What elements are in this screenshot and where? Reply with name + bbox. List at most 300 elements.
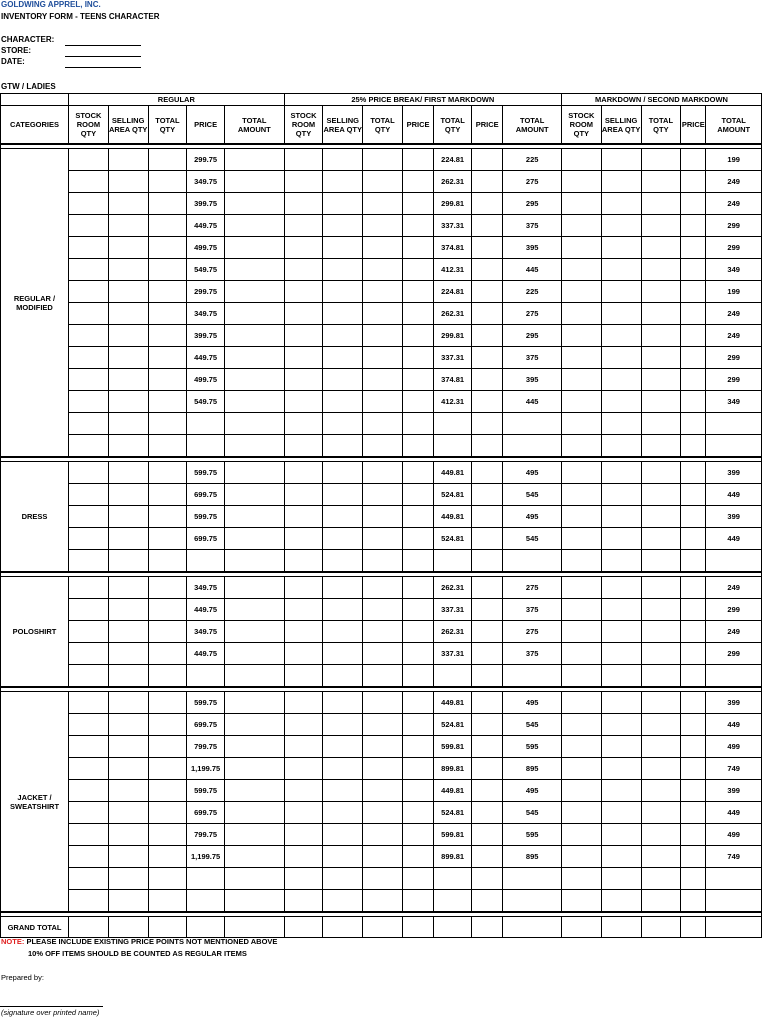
entry-cell[interactable] (148, 621, 187, 643)
entry-cell[interactable] (148, 758, 187, 780)
entry-cell[interactable] (641, 391, 681, 413)
entry-cell[interactable] (681, 413, 706, 435)
entry-cell[interactable] (601, 303, 641, 325)
entry-cell[interactable] (681, 802, 706, 824)
entry-cell[interactable] (363, 665, 403, 688)
entry-cell[interactable] (601, 259, 641, 281)
entry-cell[interactable] (148, 149, 187, 171)
entry-cell[interactable] (284, 550, 323, 573)
entry-cell[interactable] (601, 599, 641, 621)
entry-cell[interactable] (471, 484, 502, 506)
entry-cell[interactable] (641, 462, 681, 484)
entry-cell[interactable] (561, 193, 601, 215)
entry-cell[interactable] (641, 237, 681, 259)
entry-cell[interactable] (681, 369, 706, 391)
entry-cell[interactable] (363, 890, 403, 913)
entry-cell[interactable] (108, 528, 148, 550)
entry-cell[interactable] (284, 281, 323, 303)
entry-cell[interactable] (601, 846, 641, 868)
entry-cell[interactable] (681, 846, 706, 868)
entry-cell[interactable] (471, 281, 502, 303)
entry-cell[interactable] (601, 484, 641, 506)
entry-cell[interactable] (284, 171, 323, 193)
entry-cell[interactable] (323, 621, 363, 643)
entry-cell[interactable] (641, 550, 681, 573)
entry-cell[interactable] (402, 325, 433, 347)
entry-cell[interactable] (601, 237, 641, 259)
entry-cell[interactable] (224, 171, 284, 193)
grand-total-cell[interactable] (148, 917, 187, 938)
entry-cell[interactable] (601, 193, 641, 215)
entry-cell[interactable] (681, 325, 706, 347)
entry-cell[interactable] (108, 824, 148, 846)
entry-cell[interactable] (323, 413, 363, 435)
entry-cell[interactable] (402, 369, 433, 391)
entry-cell[interactable] (69, 325, 109, 347)
entry-cell[interactable] (402, 824, 433, 846)
entry-cell[interactable] (323, 736, 363, 758)
entry-cell[interactable] (561, 692, 601, 714)
entry-cell[interactable] (641, 758, 681, 780)
entry-cell[interactable] (284, 413, 323, 435)
entry-cell[interactable] (363, 325, 403, 347)
entry-cell[interactable] (641, 171, 681, 193)
entry-cell[interactable] (402, 528, 433, 550)
entry-cell[interactable] (601, 890, 641, 913)
entry-cell[interactable] (601, 325, 641, 347)
entry-cell[interactable] (402, 413, 433, 435)
entry-cell[interactable] (681, 824, 706, 846)
entry-cell[interactable] (681, 692, 706, 714)
entry-cell[interactable] (471, 347, 502, 369)
entry-cell[interactable] (601, 802, 641, 824)
entry-cell[interactable] (224, 391, 284, 413)
entry-cell[interactable] (284, 665, 323, 688)
entry-cell[interactable] (681, 215, 706, 237)
entry-cell[interactable] (323, 550, 363, 573)
entry-cell[interactable] (641, 890, 681, 913)
entry-cell[interactable] (224, 484, 284, 506)
entry-cell[interactable] (224, 435, 284, 458)
entry-cell[interactable] (641, 484, 681, 506)
entry-cell[interactable] (148, 550, 187, 573)
entry-cell[interactable] (561, 577, 601, 599)
entry-cell[interactable] (284, 599, 323, 621)
entry-cell[interactable] (641, 802, 681, 824)
entry-cell[interactable] (363, 484, 403, 506)
entry-cell[interactable] (641, 599, 681, 621)
entry-cell[interactable] (681, 714, 706, 736)
entry-cell[interactable] (148, 736, 187, 758)
entry-cell[interactable] (471, 413, 502, 435)
entry-cell[interactable] (363, 462, 403, 484)
entry-cell[interactable] (681, 643, 706, 665)
entry-cell[interactable] (363, 758, 403, 780)
entry-cell[interactable] (363, 577, 403, 599)
entry-cell[interactable] (471, 758, 502, 780)
entry-cell[interactable] (69, 303, 109, 325)
entry-cell[interactable] (323, 577, 363, 599)
entry-cell[interactable] (69, 868, 109, 890)
entry-cell[interactable] (284, 846, 323, 868)
entry-cell[interactable] (69, 281, 109, 303)
entry-cell[interactable] (363, 780, 403, 802)
entry-cell[interactable] (471, 577, 502, 599)
entry-cell[interactable] (561, 714, 601, 736)
entry-cell[interactable] (323, 780, 363, 802)
entry-cell[interactable] (402, 281, 433, 303)
entry-cell[interactable] (471, 780, 502, 802)
entry-cell[interactable] (108, 303, 148, 325)
grand-total-cell[interactable] (641, 917, 681, 938)
entry-cell[interactable] (323, 347, 363, 369)
entry-cell[interactable] (224, 714, 284, 736)
entry-cell[interactable] (284, 303, 323, 325)
grand-total-cell[interactable] (561, 917, 601, 938)
character-field-line[interactable] (65, 45, 141, 46)
entry-cell[interactable] (402, 890, 433, 913)
entry-cell[interactable] (601, 281, 641, 303)
entry-cell[interactable] (363, 171, 403, 193)
entry-cell[interactable] (471, 736, 502, 758)
entry-cell[interactable] (402, 868, 433, 890)
entry-cell[interactable] (601, 621, 641, 643)
entry-cell[interactable] (363, 802, 403, 824)
entry-cell[interactable] (284, 462, 323, 484)
entry-cell[interactable] (363, 599, 403, 621)
entry-cell[interactable] (323, 692, 363, 714)
entry-cell[interactable] (363, 846, 403, 868)
entry-cell[interactable] (471, 462, 502, 484)
entry-cell[interactable] (108, 643, 148, 665)
entry-cell[interactable] (284, 780, 323, 802)
entry-cell[interactable] (224, 149, 284, 171)
entry-cell[interactable] (284, 347, 323, 369)
entry-cell[interactable] (471, 506, 502, 528)
entry-cell[interactable] (402, 347, 433, 369)
grand-total-cell[interactable] (706, 917, 762, 938)
entry-cell[interactable] (323, 599, 363, 621)
entry-cell[interactable] (108, 577, 148, 599)
entry-cell[interactable] (284, 325, 323, 347)
entry-cell[interactable] (363, 550, 403, 573)
entry-cell[interactable] (224, 193, 284, 215)
entry-cell[interactable] (224, 802, 284, 824)
entry-cell[interactable] (108, 868, 148, 890)
entry-cell[interactable] (148, 462, 187, 484)
entry-cell[interactable] (148, 802, 187, 824)
entry-cell[interactable] (641, 643, 681, 665)
entry-cell[interactable] (224, 868, 284, 890)
entry-cell[interactable] (284, 506, 323, 528)
entry-cell[interactable] (561, 391, 601, 413)
entry-cell[interactable] (601, 577, 641, 599)
entry-cell[interactable] (681, 665, 706, 688)
entry-cell[interactable] (323, 391, 363, 413)
grand-total-cell[interactable] (187, 917, 225, 938)
entry-cell[interactable] (561, 528, 601, 550)
entry-cell[interactable] (323, 824, 363, 846)
date-field-line[interactable] (65, 67, 141, 68)
entry-cell[interactable] (284, 577, 323, 599)
entry-cell[interactable] (561, 149, 601, 171)
entry-cell[interactable] (224, 462, 284, 484)
entry-cell[interactable] (148, 171, 187, 193)
entry-cell[interactable] (363, 281, 403, 303)
entry-cell[interactable] (601, 714, 641, 736)
entry-cell[interactable] (561, 868, 601, 890)
entry-cell[interactable] (402, 391, 433, 413)
entry-cell[interactable] (641, 621, 681, 643)
entry-cell[interactable] (471, 890, 502, 913)
entry-cell[interactable] (471, 846, 502, 868)
entry-cell[interactable] (641, 577, 681, 599)
entry-cell[interactable] (681, 506, 706, 528)
entry-cell[interactable] (224, 643, 284, 665)
entry-cell[interactable] (108, 736, 148, 758)
entry-cell[interactable] (641, 413, 681, 435)
grand-total-cell[interactable] (323, 917, 363, 938)
entry-cell[interactable] (69, 484, 109, 506)
entry-cell[interactable] (284, 802, 323, 824)
entry-cell[interactable] (148, 846, 187, 868)
entry-cell[interactable] (69, 780, 109, 802)
entry-cell[interactable] (561, 621, 601, 643)
grand-total-cell[interactable] (503, 917, 562, 938)
entry-cell[interactable] (471, 665, 502, 688)
entry-cell[interactable] (471, 303, 502, 325)
entry-cell[interactable] (641, 824, 681, 846)
entry-cell[interactable] (601, 643, 641, 665)
entry-cell[interactable] (561, 281, 601, 303)
entry-cell[interactable] (561, 369, 601, 391)
entry-cell[interactable] (471, 237, 502, 259)
entry-cell[interactable] (108, 215, 148, 237)
entry-cell[interactable] (148, 506, 187, 528)
entry-cell[interactable] (284, 435, 323, 458)
entry-cell[interactable] (108, 484, 148, 506)
entry-cell[interactable] (69, 692, 109, 714)
entry-cell[interactable] (69, 259, 109, 281)
entry-cell[interactable] (69, 462, 109, 484)
entry-cell[interactable] (323, 325, 363, 347)
entry-cell[interactable] (471, 868, 502, 890)
entry-cell[interactable] (402, 846, 433, 868)
entry-cell[interactable] (402, 692, 433, 714)
entry-cell[interactable] (69, 506, 109, 528)
entry-cell[interactable] (601, 506, 641, 528)
entry-cell[interactable] (561, 550, 601, 573)
entry-cell[interactable] (363, 413, 403, 435)
entry-cell[interactable] (641, 506, 681, 528)
grand-total-cell[interactable] (471, 917, 502, 938)
entry-cell[interactable] (108, 369, 148, 391)
entry-cell[interactable] (108, 599, 148, 621)
entry-cell[interactable] (363, 621, 403, 643)
entry-cell[interactable] (323, 846, 363, 868)
grand-total-cell[interactable] (434, 917, 472, 938)
entry-cell[interactable] (601, 550, 641, 573)
entry-cell[interactable] (601, 736, 641, 758)
entry-cell[interactable] (641, 259, 681, 281)
entry-cell[interactable] (108, 413, 148, 435)
entry-cell[interactable] (323, 259, 363, 281)
entry-cell[interactable] (323, 714, 363, 736)
entry-cell[interactable] (601, 369, 641, 391)
entry-cell[interactable] (601, 868, 641, 890)
entry-cell[interactable] (108, 692, 148, 714)
entry-cell[interactable] (402, 802, 433, 824)
entry-cell[interactable] (681, 435, 706, 458)
entry-cell[interactable] (363, 391, 403, 413)
entry-cell[interactable] (561, 643, 601, 665)
entry-cell[interactable] (69, 215, 109, 237)
entry-cell[interactable] (323, 171, 363, 193)
entry-cell[interactable] (363, 643, 403, 665)
entry-cell[interactable] (69, 149, 109, 171)
entry-cell[interactable] (601, 215, 641, 237)
entry-cell[interactable] (402, 550, 433, 573)
entry-cell[interactable] (561, 237, 601, 259)
entry-cell[interactable] (561, 413, 601, 435)
entry-cell[interactable] (641, 692, 681, 714)
entry-cell[interactable] (363, 714, 403, 736)
entry-cell[interactable] (561, 780, 601, 802)
entry-cell[interactable] (561, 435, 601, 458)
entry-cell[interactable] (402, 599, 433, 621)
store-field-line[interactable] (65, 56, 141, 57)
entry-cell[interactable] (681, 237, 706, 259)
entry-cell[interactable] (641, 149, 681, 171)
entry-cell[interactable] (363, 303, 403, 325)
entry-cell[interactable] (323, 303, 363, 325)
entry-cell[interactable] (224, 599, 284, 621)
entry-cell[interactable] (641, 868, 681, 890)
entry-cell[interactable] (148, 714, 187, 736)
entry-cell[interactable] (402, 621, 433, 643)
entry-cell[interactable] (108, 758, 148, 780)
entry-cell[interactable] (108, 506, 148, 528)
entry-cell[interactable] (69, 528, 109, 550)
entry-cell[interactable] (148, 325, 187, 347)
entry-cell[interactable] (402, 643, 433, 665)
entry-cell[interactable] (323, 868, 363, 890)
entry-cell[interactable] (284, 758, 323, 780)
entry-cell[interactable] (284, 890, 323, 913)
entry-cell[interactable] (148, 413, 187, 435)
entry-cell[interactable] (471, 599, 502, 621)
entry-cell[interactable] (641, 215, 681, 237)
entry-cell[interactable] (601, 413, 641, 435)
entry-cell[interactable] (108, 621, 148, 643)
entry-cell[interactable] (363, 824, 403, 846)
entry-cell[interactable] (681, 528, 706, 550)
entry-cell[interactable] (69, 824, 109, 846)
entry-cell[interactable] (681, 780, 706, 802)
entry-cell[interactable] (69, 237, 109, 259)
entry-cell[interactable] (641, 281, 681, 303)
entry-cell[interactable] (148, 868, 187, 890)
signature-line[interactable] (0, 1006, 103, 1007)
entry-cell[interactable] (363, 435, 403, 458)
entry-cell[interactable] (148, 281, 187, 303)
entry-cell[interactable] (224, 413, 284, 435)
entry-cell[interactable] (69, 599, 109, 621)
entry-cell[interactable] (224, 692, 284, 714)
entry-cell[interactable] (323, 665, 363, 688)
entry-cell[interactable] (108, 193, 148, 215)
entry-cell[interactable] (148, 665, 187, 688)
entry-cell[interactable] (601, 528, 641, 550)
entry-cell[interactable] (323, 528, 363, 550)
entry-cell[interactable] (224, 325, 284, 347)
entry-cell[interactable] (471, 369, 502, 391)
entry-cell[interactable] (471, 824, 502, 846)
entry-cell[interactable] (224, 506, 284, 528)
entry-cell[interactable] (471, 692, 502, 714)
entry-cell[interactable] (561, 824, 601, 846)
entry-cell[interactable] (363, 369, 403, 391)
entry-cell[interactable] (561, 758, 601, 780)
entry-cell[interactable] (402, 714, 433, 736)
entry-cell[interactable] (284, 149, 323, 171)
entry-cell[interactable] (402, 462, 433, 484)
entry-cell[interactable] (108, 281, 148, 303)
entry-cell[interactable] (561, 599, 601, 621)
entry-cell[interactable] (681, 890, 706, 913)
entry-cell[interactable] (284, 528, 323, 550)
entry-cell[interactable] (681, 462, 706, 484)
grand-total-cell[interactable] (363, 917, 403, 938)
entry-cell[interactable] (284, 193, 323, 215)
entry-cell[interactable] (69, 435, 109, 458)
entry-cell[interactable] (224, 369, 284, 391)
entry-cell[interactable] (363, 692, 403, 714)
entry-cell[interactable] (323, 484, 363, 506)
entry-cell[interactable] (148, 528, 187, 550)
entry-cell[interactable] (681, 391, 706, 413)
entry-cell[interactable] (402, 215, 433, 237)
entry-cell[interactable] (561, 347, 601, 369)
grand-total-cell[interactable] (224, 917, 284, 938)
entry-cell[interactable] (402, 506, 433, 528)
entry-cell[interactable] (148, 193, 187, 215)
entry-cell[interactable] (641, 369, 681, 391)
entry-cell[interactable] (561, 890, 601, 913)
entry-cell[interactable] (641, 325, 681, 347)
entry-cell[interactable] (224, 259, 284, 281)
entry-cell[interactable] (224, 550, 284, 573)
entry-cell[interactable] (148, 259, 187, 281)
entry-cell[interactable] (402, 171, 433, 193)
entry-cell[interactable] (402, 780, 433, 802)
entry-cell[interactable] (402, 237, 433, 259)
entry-cell[interactable] (148, 890, 187, 913)
entry-cell[interactable] (681, 303, 706, 325)
entry-cell[interactable] (284, 391, 323, 413)
entry-cell[interactable] (108, 780, 148, 802)
entry-cell[interactable] (681, 577, 706, 599)
entry-cell[interactable] (323, 149, 363, 171)
entry-cell[interactable] (601, 171, 641, 193)
entry-cell[interactable] (601, 347, 641, 369)
entry-cell[interactable] (681, 347, 706, 369)
entry-cell[interactable] (681, 868, 706, 890)
entry-cell[interactable] (69, 621, 109, 643)
entry-cell[interactable] (402, 736, 433, 758)
entry-cell[interactable] (323, 802, 363, 824)
entry-cell[interactable] (363, 528, 403, 550)
